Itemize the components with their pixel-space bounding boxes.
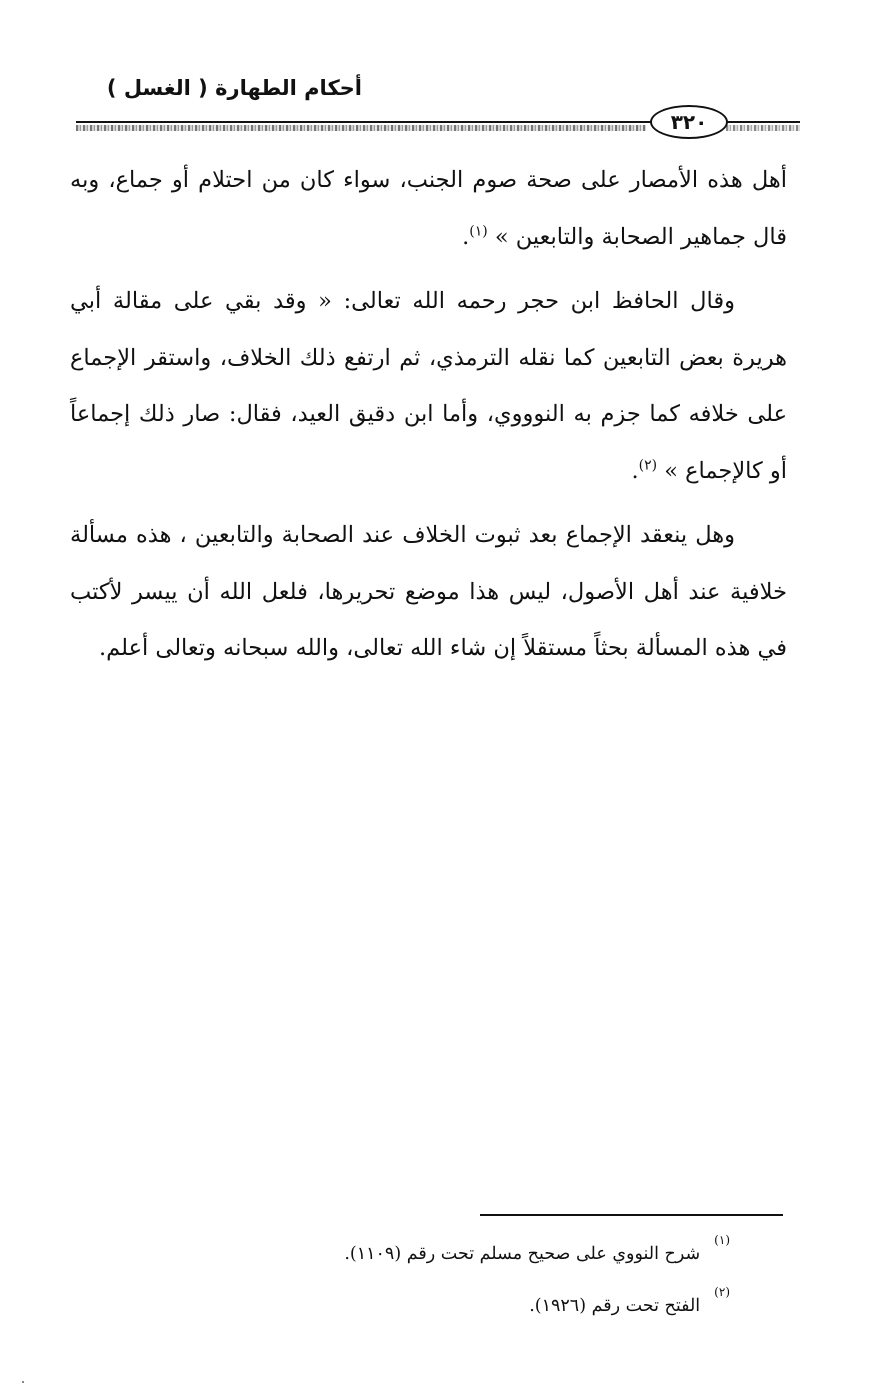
paragraph-text: وهل ينعقد الإجماع بعد ثبوت الخلاف عند الصحابة والتابعين ، هذه مسألة خلافية عند أهل الأصول، ليس هذا موضع تحريرها، فلعل الله أن ييسر لأكتب في هذه المسألة بحثاً مستقلاً إن شاء الله تعالى، والله سبحانه وتعالى أعلم. xyxy=(70,522,787,661)
paragraph-3 xyxy=(70,507,787,677)
header-ornament-rule xyxy=(76,125,646,131)
footnote-2 xyxy=(200,1280,730,1332)
page-number-badge xyxy=(650,105,728,139)
scan-speck xyxy=(22,1381,24,1383)
footnote-separator xyxy=(480,1214,783,1216)
paragraph-text: وقال الحافظ ابن حجر رحمه الله تعالى: « وقد بقي على مقالة أبي هريرة بعض التابعين كما نقله الترمذي، ثم ارتفع ذلك الخلاف، واستقر الإجماع على خلافه كما جزم به النوووي، وأما ابن دقيق العيد، فقال: صار ذلك إجماعاً أو كالإجماع » xyxy=(70,288,787,484)
footnotes xyxy=(200,1228,730,1332)
footnote-reference-1[interactable]: (١) xyxy=(469,223,488,239)
paragraph-end: . xyxy=(631,457,639,484)
paragraph-end: . xyxy=(462,223,470,250)
paragraph-2 xyxy=(70,273,787,499)
main-text xyxy=(70,152,787,685)
footnote-mark: (٢) xyxy=(714,1285,730,1299)
header-ornament-rule-right xyxy=(726,125,800,131)
paragraph-1 xyxy=(70,152,787,265)
page-header xyxy=(70,68,800,138)
paragraph-text: أهل هذه الأمصار على صحة صوم الجنب، سواء كان من احتلام أو جماع، وبه قال جماهير الصحابة والتابعين » xyxy=(70,167,787,250)
footnote-text: الفتح تحت رقم (١٩٢٦). xyxy=(529,1296,701,1316)
page-number: ٣٢٠ xyxy=(670,110,708,134)
footnote-1 xyxy=(200,1228,730,1280)
footnote-mark: (١) xyxy=(714,1233,730,1247)
running-title: أحكام الطهارة ( الغسل ) xyxy=(106,76,362,100)
footnote-text: شرح النووي على صحيح مسلم تحت رقم (١١٠٩). xyxy=(344,1244,701,1264)
footnote-reference-2[interactable]: (٢) xyxy=(638,457,658,473)
